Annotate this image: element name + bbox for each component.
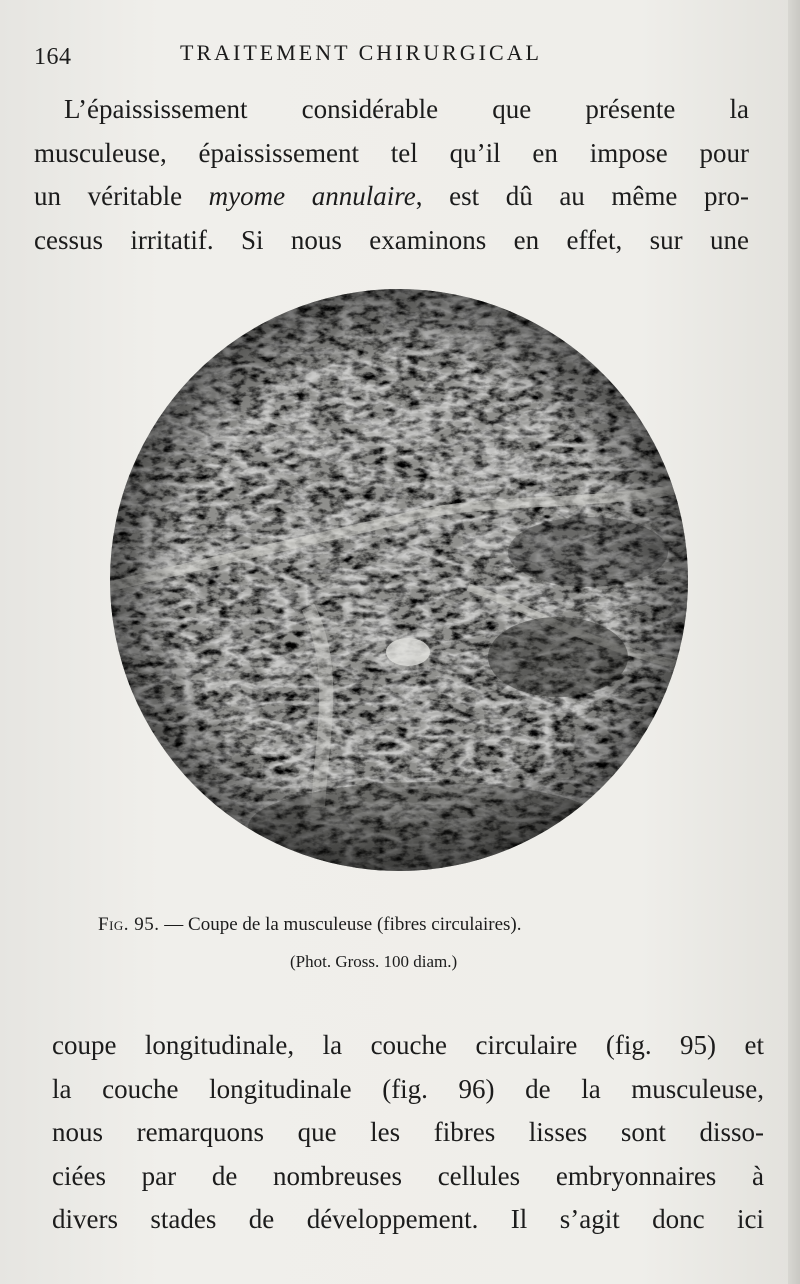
caption-text: — Coupe de la musculeuse (fibres circulaires).: [159, 914, 522, 935]
italic-term: myome annulaire: [208, 181, 416, 211]
page-header: [0, 38, 800, 68]
text-line: divers stades de développement. Il s’agit donc ici: [52, 1204, 764, 1234]
page-number: 164: [34, 44, 72, 70]
text-line: la couche longitudinale (fig. 96) de la musculeuse,: [52, 1073, 764, 1104]
figure-caption: [98, 914, 718, 936]
text-line: L’épaississement considérable que présente la: [64, 94, 749, 124]
text-run: un véritable: [34, 181, 209, 211]
paragraph-top: [34, 88, 749, 262]
micrograph-figure: [108, 287, 690, 873]
figure-subcaption: (Phot. Gross. 100 diam.): [290, 952, 458, 971]
micrograph-image: [108, 287, 690, 873]
text-line: musculeuse, épaississement tel qu’il en impose pour: [34, 137, 749, 168]
text-line: nous remarquons que les fibres lisses sont disso-: [52, 1117, 764, 1147]
text-line: [34, 175, 749, 219]
text-run: , est dû au même pro-: [415, 181, 749, 211]
paragraph-bottom: [52, 1024, 764, 1242]
page-edge-shadow: [788, 0, 800, 1284]
text-line: coupe longitudinale, la couche circulaire (fig. 95) et: [52, 1030, 764, 1060]
text-line: ciées par de nombreuses cellules embryonnaires à: [52, 1160, 764, 1191]
text-line: cessus irritatif. Si nous examinons en effet, sur une: [34, 224, 749, 255]
figure-label: Fig. 95.: [98, 914, 160, 935]
running-title: TRAITEMENT CHIRURGICAL: [180, 40, 542, 65]
